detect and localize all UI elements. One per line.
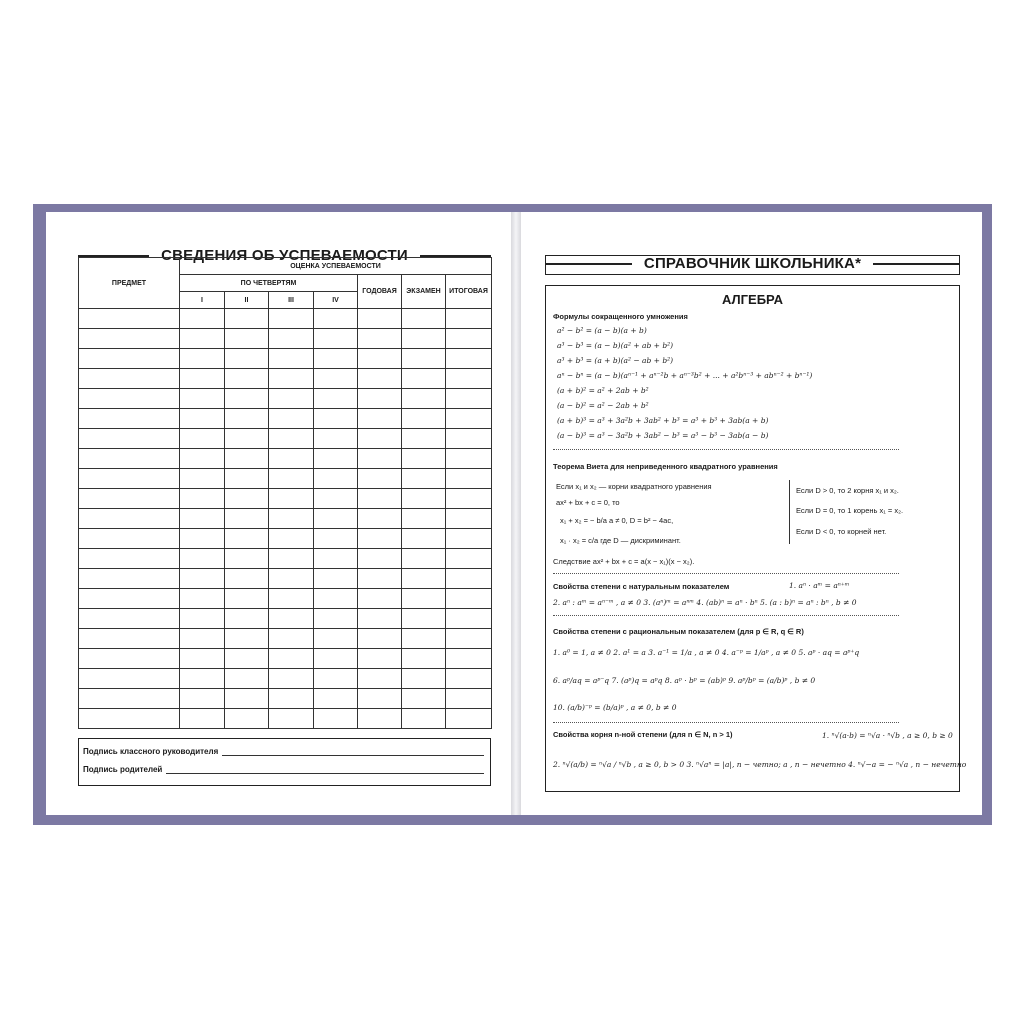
subject-cell[interactable]	[79, 409, 180, 429]
grade-cell[interactable]	[269, 589, 314, 609]
grade-cell[interactable]	[358, 689, 402, 709]
grade-cell[interactable]	[225, 389, 269, 409]
signature-box	[78, 738, 491, 786]
grade-cell[interactable]	[225, 589, 269, 609]
grade-cell[interactable]	[225, 369, 269, 389]
grade-cell[interactable]	[358, 349, 402, 369]
heading-short-multiplication: Формулы сокращенного умножения	[553, 312, 688, 321]
vieta-line-3: x₁ + x₂ = − b/a a ≠ 0, D = b² − 4ac,	[560, 516, 674, 525]
grade-cell[interactable]	[402, 349, 446, 369]
grade-cell[interactable]	[314, 329, 358, 349]
grade-cell[interactable]	[225, 709, 269, 729]
grade-cell[interactable]	[446, 609, 492, 629]
grade-cell[interactable]	[314, 689, 358, 709]
table-row	[79, 489, 492, 509]
grade-cell[interactable]	[314, 469, 358, 489]
grade-cell[interactable]	[180, 509, 225, 529]
formula-6: (a − b)² = a² − 2ab + b²	[557, 401, 649, 410]
grade-cell[interactable]	[180, 709, 225, 729]
grade-cell[interactable]	[402, 629, 446, 649]
grade-cell[interactable]	[446, 309, 492, 329]
grade-cell[interactable]	[358, 449, 402, 469]
grade-cell[interactable]	[225, 309, 269, 329]
grade-cell[interactable]	[402, 529, 446, 549]
grade-cell[interactable]	[358, 509, 402, 529]
table-row	[79, 629, 492, 649]
root-rule-1: 1. ⁿ√(a·b) = ⁿ√a · ⁿ√b , a ≥ 0, b ≥ 0	[822, 731, 953, 740]
grade-cell[interactable]	[180, 669, 225, 689]
grade-cell[interactable]	[269, 429, 314, 449]
quarters-header: ПО ЧЕТВЕРТЯМ	[180, 275, 358, 292]
subject-cell[interactable]	[79, 509, 180, 529]
teacher-signature-row	[83, 747, 484, 756]
formula-4: aⁿ − bⁿ = (a − b)(aⁿ⁻¹ + aⁿ⁻²b + aⁿ⁻³b² + ... + a²bⁿ⁻³ + abⁿ⁻² + bⁿ⁻¹)	[557, 371, 813, 380]
grade-cell[interactable]	[402, 569, 446, 589]
notebook-spine	[511, 212, 521, 815]
subject-cell[interactable]	[79, 669, 180, 689]
grade-cell[interactable]	[358, 649, 402, 669]
table-row	[79, 429, 492, 449]
grade-cell[interactable]	[269, 669, 314, 689]
page-title-reference: СПРАВОЧНИК ШКОЛЬНИКА*	[643, 255, 862, 272]
grade-cell[interactable]	[180, 609, 225, 629]
grade-cell[interactable]	[314, 429, 358, 449]
grade-cell[interactable]	[269, 489, 314, 509]
grade-cell[interactable]	[358, 369, 402, 389]
grade-cell[interactable]	[314, 489, 358, 509]
subject-cell[interactable]	[79, 329, 180, 349]
grade-cell[interactable]	[446, 369, 492, 389]
grade-cell[interactable]	[180, 449, 225, 469]
formula-8: (a − b)³ = a³ − 3a²b + 3ab² − b³ = a³ − b³ − 3ab(a − b)	[557, 431, 769, 440]
grade-cell[interactable]	[446, 529, 492, 549]
vieta-line-4: x₁ · x₂ = c/a где D — дискриминант.	[560, 536, 681, 545]
teacher-signature-line[interactable]	[222, 747, 484, 756]
grade-cell[interactable]	[446, 349, 492, 369]
grade-cell[interactable]	[402, 329, 446, 349]
grade-cell[interactable]	[180, 489, 225, 509]
subject-cell[interactable]	[79, 469, 180, 489]
grade-cell[interactable]	[358, 629, 402, 649]
grade-cell[interactable]	[269, 709, 314, 729]
grade-cell[interactable]	[358, 529, 402, 549]
table-row	[79, 409, 492, 429]
grade-cell[interactable]	[402, 429, 446, 449]
subject-cell[interactable]	[79, 629, 180, 649]
grade-cell[interactable]	[225, 449, 269, 469]
grade-cell[interactable]	[225, 329, 269, 349]
grade-cell[interactable]	[269, 529, 314, 549]
grade-cell[interactable]	[446, 509, 492, 529]
natural-rule-1: 1. aⁿ · aᵐ = aⁿ⁺ᵐ	[789, 581, 850, 590]
heading-root: Свойства корня n-ной степени (для n ∈ N, n > 1)	[553, 730, 733, 739]
subject-cell[interactable]	[79, 389, 180, 409]
grade-cell[interactable]	[269, 649, 314, 669]
grade-cell[interactable]	[358, 329, 402, 349]
grade-cell[interactable]	[180, 689, 225, 709]
table-row	[79, 349, 492, 369]
grade-cell[interactable]	[358, 389, 402, 409]
grade-cell[interactable]	[358, 609, 402, 629]
quarter-4-header: IV	[314, 292, 358, 309]
grade-cell[interactable]	[358, 409, 402, 429]
page-title-grades: СВЕДЕНИЯ ОБ УСПЕВАЕМОСТИ	[161, 247, 408, 264]
grade-cell[interactable]	[446, 429, 492, 449]
grade-cell[interactable]	[446, 649, 492, 669]
grade-cell[interactable]	[180, 529, 225, 549]
section-title-algebra: АЛГЕБРА	[722, 292, 783, 307]
grade-cell[interactable]	[180, 309, 225, 329]
grade-cell[interactable]	[446, 689, 492, 709]
grade-cell[interactable]	[180, 629, 225, 649]
subject-header: ПРЕДМЕТ	[79, 258, 180, 309]
grade-cell[interactable]	[402, 409, 446, 429]
grade-cell[interactable]	[314, 509, 358, 529]
grade-cell[interactable]	[314, 409, 358, 429]
grade-cell[interactable]	[225, 529, 269, 549]
grade-cell[interactable]	[225, 689, 269, 709]
rational-rules-2: 6. aᵖ/aq = aᵖ⁻q 7. (aᵖ)q = aᵖq 8. aᵖ · bᵖ = (ab)ᵖ 9. aᵖ/bᵖ = (a/b)ᵖ , b ≠ 0	[553, 676, 816, 685]
grade-cell[interactable]	[446, 709, 492, 729]
parent-signature-label: Подпись родителей	[83, 765, 163, 774]
table-row	[79, 529, 492, 549]
grade-cell[interactable]	[402, 509, 446, 529]
subject-cell[interactable]	[79, 689, 180, 709]
table-row	[79, 369, 492, 389]
grade-cell[interactable]	[358, 569, 402, 589]
grade-cell[interactable]	[314, 309, 358, 329]
vieta-line-2: ax² + bx + c = 0, то	[556, 498, 620, 507]
grade-cell[interactable]	[225, 669, 269, 689]
grade-cell[interactable]	[402, 649, 446, 669]
subject-cell[interactable]	[79, 609, 180, 629]
exam-header: ЭКЗАМЕН	[402, 275, 446, 309]
annual-header: ГОДОВАЯ	[358, 275, 402, 309]
subject-cell[interactable]	[79, 569, 180, 589]
separator-dots	[553, 573, 899, 574]
grade-cell[interactable]	[314, 629, 358, 649]
grade-cell[interactable]	[358, 429, 402, 449]
parent-signature-line[interactable]	[166, 765, 484, 774]
formula-2: a³ − b³ = (a − b)(a² + ab + b²)	[557, 341, 674, 350]
grade-cell[interactable]	[358, 469, 402, 489]
grade-cell[interactable]	[269, 329, 314, 349]
separator-dots	[553, 449, 899, 450]
grade-cell[interactable]	[180, 329, 225, 349]
quarter-1-header: I	[180, 292, 225, 309]
subject-cell[interactable]	[79, 429, 180, 449]
grade-cell[interactable]	[314, 669, 358, 689]
heading-vieta: Теорема Виета для неприведенного квадратного уравнения	[553, 462, 778, 471]
grade-cell[interactable]	[446, 629, 492, 649]
grade-cell[interactable]	[446, 489, 492, 509]
reference-title-box	[545, 255, 960, 275]
vieta-corollary: Следствие ax² + bx + c = a(x − x₁)(x − x₂).	[553, 557, 695, 566]
discriminant-negative: Если D < 0, то корней нет.	[796, 527, 887, 536]
grade-cell[interactable]	[402, 489, 446, 509]
subject-cell[interactable]	[79, 549, 180, 569]
grade-cell[interactable]	[358, 669, 402, 689]
grade-cell[interactable]	[225, 649, 269, 669]
discriminant-positive: Если D > 0, то 2 корня x₁ и x₂.	[796, 486, 899, 495]
grade-cell[interactable]	[314, 389, 358, 409]
grade-cell[interactable]	[314, 549, 358, 569]
parent-signature-row	[83, 765, 484, 774]
grade-cell[interactable]	[225, 609, 269, 629]
table-row	[79, 389, 492, 409]
grade-cell[interactable]	[314, 569, 358, 589]
final-header: ИТОГОВАЯ	[446, 275, 492, 309]
grade-cell[interactable]	[314, 609, 358, 629]
grade-cell[interactable]	[269, 349, 314, 369]
grade-cell[interactable]	[358, 709, 402, 729]
subject-cell[interactable]	[79, 349, 180, 369]
rational-rules-3: 10. (a/b)⁻ᵖ = (b/a)ᵖ , a ≠ 0, b ≠ 0	[553, 703, 677, 712]
grade-cell[interactable]	[225, 549, 269, 569]
separator-dots	[553, 615, 899, 616]
table-row	[79, 309, 492, 329]
subject-cell[interactable]	[79, 589, 180, 609]
grade-cell[interactable]	[225, 429, 269, 449]
grade-cell[interactable]	[269, 509, 314, 529]
grade-cell[interactable]	[446, 329, 492, 349]
grades-table	[78, 257, 492, 729]
grade-cell[interactable]	[446, 449, 492, 469]
grade-cell[interactable]	[314, 449, 358, 469]
grade-cell[interactable]	[446, 469, 492, 489]
grade-cell[interactable]	[402, 369, 446, 389]
grade-cell[interactable]	[180, 589, 225, 609]
grade-cell[interactable]	[446, 409, 492, 429]
table-row	[79, 589, 492, 609]
rational-rules-1: 1. a⁰ = 1, a ≠ 0 2. a¹ = a 3. a⁻¹ = 1/a , a ≠ 0 4. a⁻ᵖ = 1/aᵖ , a ≠ 0 5. aᵖ · aq = aᵖ⁺q	[553, 648, 860, 657]
table-row	[79, 689, 492, 709]
heading-rational-power: Свойства степени с рациональным показателем (для p ∈ R, q ∈ R)	[553, 627, 804, 636]
grade-cell[interactable]	[402, 709, 446, 729]
grade-cell[interactable]	[225, 569, 269, 589]
grade-cell[interactable]	[225, 489, 269, 509]
grade-cell[interactable]	[314, 369, 358, 389]
formula-7: (a + b)³ = a³ + 3a²b + 3ab² + b³ = a³ + b³ + 3ab(a + b)	[557, 416, 769, 425]
table-row	[79, 649, 492, 669]
formula-5: (a + b)² = a² + 2ab + b²	[557, 386, 649, 395]
grade-cell[interactable]	[269, 449, 314, 469]
grade-cell[interactable]	[402, 309, 446, 329]
grade-cell[interactable]	[269, 549, 314, 569]
grade-cell[interactable]	[269, 569, 314, 589]
vieta-line-1: Если x₁ и x₂ — корни квадратного уравнения	[556, 482, 712, 491]
grade-cell[interactable]	[225, 629, 269, 649]
separator-dots	[553, 722, 899, 723]
grade-cell[interactable]	[314, 349, 358, 369]
grade-cell[interactable]	[446, 389, 492, 409]
grade-cell[interactable]	[269, 689, 314, 709]
grade-cell[interactable]	[402, 549, 446, 569]
table-row	[79, 669, 492, 689]
formula-1: a² − b² = (a − b)(a + b)	[557, 326, 647, 335]
grade-cell[interactable]	[269, 609, 314, 629]
grade-cell[interactable]	[314, 709, 358, 729]
formula-3: a³ + b³ = (a + b)(a² − ab + b²)	[557, 356, 674, 365]
teacher-signature-label: Подпись классного руководителя	[83, 747, 219, 756]
grade-cell[interactable]	[358, 489, 402, 509]
quarter-3-header: III	[269, 292, 314, 309]
grade-cell[interactable]	[269, 469, 314, 489]
grade-cell[interactable]	[402, 589, 446, 609]
grade-cell[interactable]	[446, 569, 492, 589]
grade-cell[interactable]	[180, 569, 225, 589]
discriminant-zero: Если D = 0, то 1 корень x₁ = x₂.	[796, 506, 904, 515]
table-row	[79, 569, 492, 589]
table-row	[79, 709, 492, 729]
grade-cell[interactable]	[225, 409, 269, 429]
grade-cell[interactable]	[446, 549, 492, 569]
grades-header: ОЦЕНКА УСПЕВАЕМОСТИ	[180, 258, 492, 275]
subject-cell[interactable]	[79, 309, 180, 329]
grade-cell[interactable]	[358, 549, 402, 569]
table-row	[79, 549, 492, 569]
grade-cell[interactable]	[446, 589, 492, 609]
subject-cell[interactable]	[79, 489, 180, 509]
table-row	[79, 509, 492, 529]
grade-cell[interactable]	[269, 629, 314, 649]
grade-cell[interactable]	[314, 589, 358, 609]
table-row	[79, 449, 492, 469]
grade-cell[interactable]	[180, 649, 225, 669]
grade-cell[interactable]	[314, 529, 358, 549]
subject-cell[interactable]	[79, 649, 180, 669]
table-row	[79, 609, 492, 629]
grade-cell[interactable]	[358, 309, 402, 329]
subject-cell[interactable]	[79, 529, 180, 549]
grade-cell[interactable]	[180, 389, 225, 409]
grade-cell[interactable]	[180, 549, 225, 569]
grade-cell[interactable]	[314, 649, 358, 669]
subject-cell[interactable]	[79, 369, 180, 389]
grade-cell[interactable]	[269, 309, 314, 329]
vieta-separator	[789, 480, 790, 544]
grade-cell[interactable]	[402, 669, 446, 689]
subject-cell[interactable]	[79, 709, 180, 729]
grade-cell[interactable]	[402, 449, 446, 469]
grade-cell[interactable]	[180, 349, 225, 369]
quarter-2-header: II	[225, 292, 269, 309]
grade-cell[interactable]	[180, 469, 225, 489]
grade-cell[interactable]	[402, 389, 446, 409]
root-rules: 2. ⁿ√(a/b) = ⁿ√a / ⁿ√b , a ≥ 0, b > 0 3. ⁿ√aⁿ = |a|, n − четно; a , n − нечетно 4. ⁿ√−a = − ⁿ√a , n − нечетно	[553, 760, 967, 769]
grade-cell[interactable]	[402, 689, 446, 709]
grade-cell[interactable]	[358, 589, 402, 609]
grade-cell[interactable]	[225, 349, 269, 369]
grade-cell[interactable]	[180, 369, 225, 389]
grade-cell[interactable]	[225, 469, 269, 489]
grade-cell[interactable]	[446, 669, 492, 689]
natural-rules: 2. aⁿ : aᵐ = aⁿ⁻ᵐ , a ≠ 0 3. (aⁿ)ᵐ = aⁿᵐ 4. (ab)ⁿ = aⁿ · bⁿ 5. (a : b)ⁿ = aⁿ : bⁿ , b ≠ 0	[553, 598, 857, 607]
grade-rows	[79, 309, 492, 729]
grade-cell[interactable]	[225, 509, 269, 529]
grade-cell[interactable]	[269, 389, 314, 409]
grade-cell[interactable]	[269, 409, 314, 429]
grade-cell[interactable]	[180, 429, 225, 449]
table-row	[79, 329, 492, 349]
heading-natural-power: Свойства степени с натуральным показателем	[553, 582, 730, 591]
grade-cell[interactable]	[180, 409, 225, 429]
table-row	[79, 469, 492, 489]
grade-cell[interactable]	[269, 369, 314, 389]
subject-cell[interactable]	[79, 449, 180, 469]
grade-cell[interactable]	[402, 609, 446, 629]
grade-cell[interactable]	[402, 469, 446, 489]
